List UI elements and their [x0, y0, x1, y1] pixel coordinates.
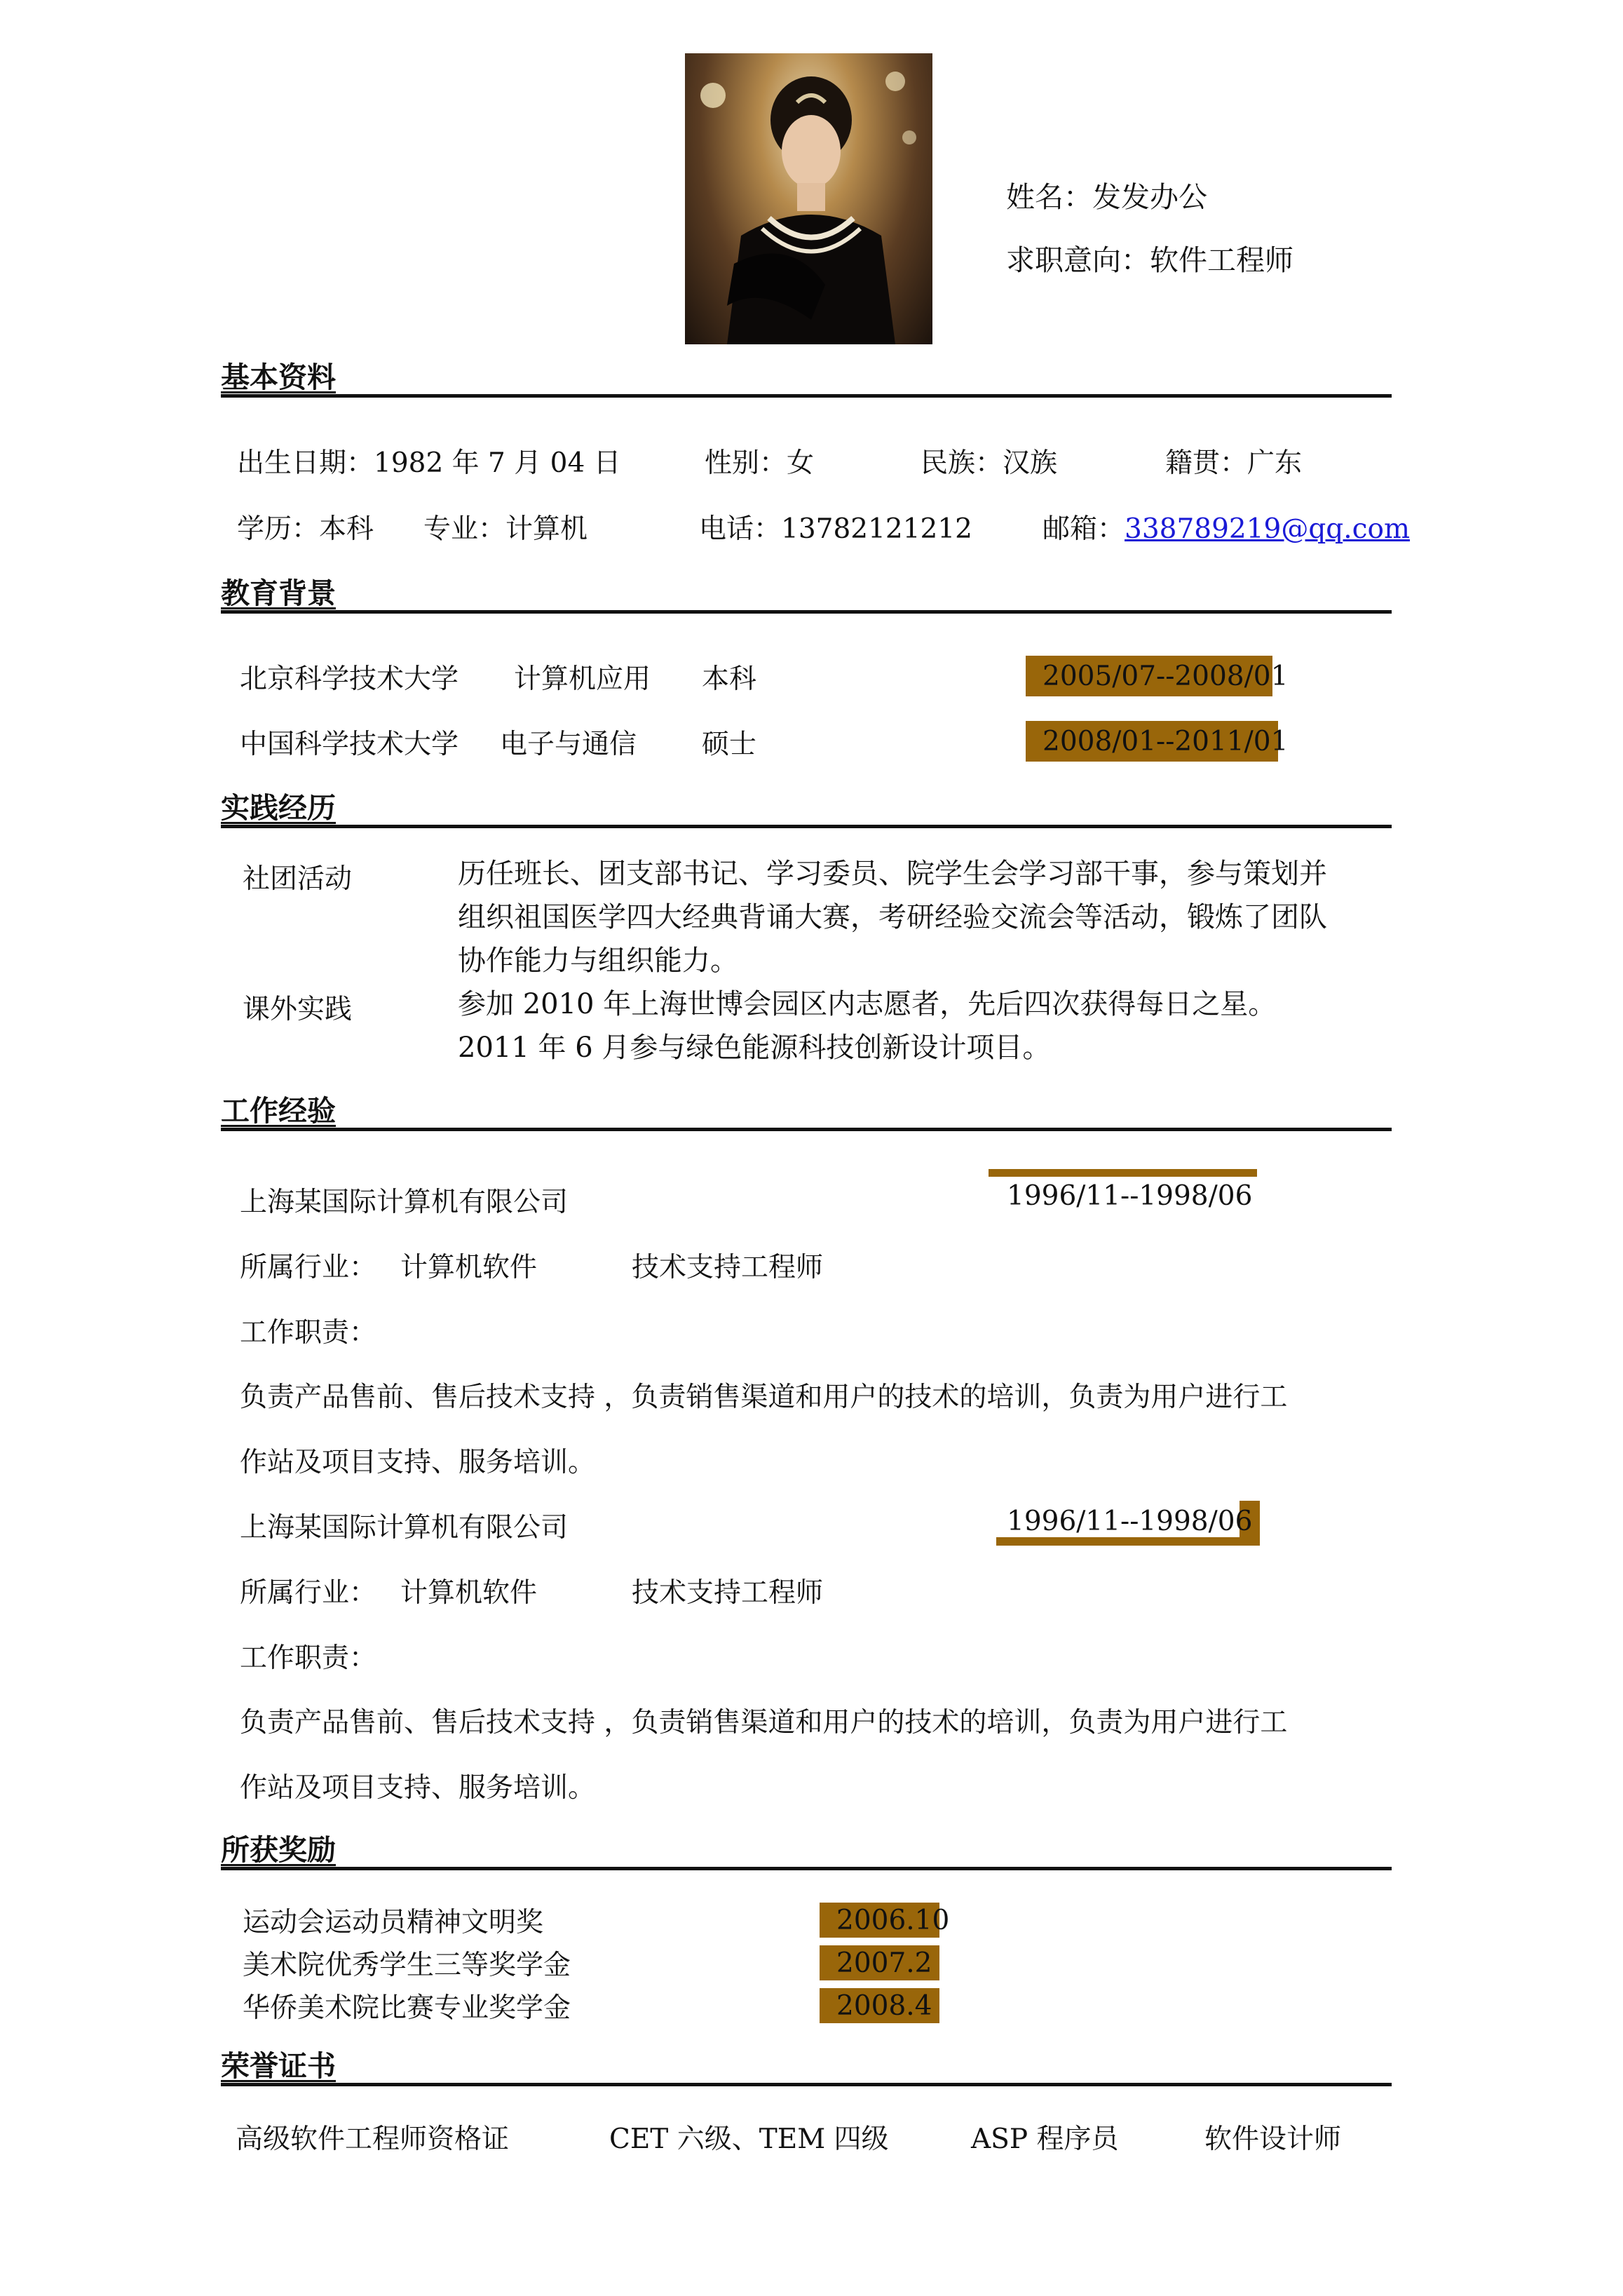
cert-item: ASP 程序员	[971, 2123, 1119, 2155]
major-text: 专业：计算机	[423, 513, 588, 545]
edu-major: 计算机应用	[514, 663, 651, 695]
award-date: 2006.10	[836, 1905, 950, 1936]
section-header-basic	[221, 358, 1392, 398]
work-position: 技术支持工程师	[632, 1252, 824, 1283]
email-row	[1043, 507, 1410, 546]
practice-label: 社团活动	[243, 863, 353, 895]
work-duty-line: 作站及项目支持、服务培训。	[240, 1447, 596, 1478]
birth-date-text: 出生日期：1982 年 7 月 04 日	[237, 447, 621, 479]
work-industry: 计算机软件	[400, 1252, 538, 1283]
phone-text: 电话：13782121212	[699, 513, 972, 545]
section-header-practice	[221, 788, 1392, 828]
practice-description	[458, 852, 1327, 982]
profile-photo	[685, 53, 932, 344]
work-period: 1996/11--1998/06	[1007, 1180, 1253, 1212]
job-objective-text: 求职意向：软件工程师	[1006, 243, 1293, 277]
practice-description	[458, 982, 1276, 1069]
name-text: 姓名：发发办公	[1006, 180, 1207, 214]
work-duty-line: 负责产品售前、售后技术支持 ，负责销售渠道和用户的技术的培训，负责为用户进行工	[240, 1382, 1288, 1413]
work-duty-label: 工作职责：	[240, 1317, 377, 1349]
origin-text: 籍贯：广东	[1165, 447, 1303, 479]
degree-text: 学历：本科	[237, 513, 374, 545]
practice-label: 课外实践	[243, 994, 353, 1025]
edu-period: 2005/07--2008/01	[1043, 661, 1289, 692]
section-header-work	[221, 1091, 1392, 1131]
practice-line: 历任班长、团支部书记、学习委员、院学生会学习部干事，参与策划并	[458, 858, 1327, 890]
practice-line: 2011 年 6 月参与绿色能源科技创新设计项目。	[458, 1032, 1051, 1064]
practice-line: 参加 2010 年上海世博会园区内志愿者，先后四次获得每日之星。	[458, 988, 1277, 1020]
section-header-awards	[221, 1830, 1392, 1870]
award-name: 美术院优秀学生三等奖学金	[243, 1950, 571, 1981]
work-industry-label: 所属行业：	[240, 1577, 377, 1609]
work-position: 技术支持工程师	[632, 1577, 824, 1609]
portrait-illustration	[685, 53, 932, 344]
work-industry: 计算机软件	[400, 1577, 538, 1609]
award-date: 2007.2	[836, 1947, 932, 1979]
section-title: 实践经历	[221, 791, 336, 825]
edu-school: 北京科学技术大学	[240, 663, 459, 695]
section-title: 基本资料	[221, 360, 336, 394]
edu-major: 电子与通信	[500, 729, 637, 760]
award-name: 运动会运动员精神文明奖	[243, 1907, 544, 1938]
section-title: 工作经验	[221, 1094, 336, 1128]
work-industry-label: 所属行业：	[240, 1252, 377, 1283]
section-title: 所获奖励	[221, 1833, 336, 1867]
email-link[interactable]: 338789219@qq.com	[1125, 513, 1410, 545]
practice-line: 组织祖国医学四大经典背诵大赛，考研经验交流会等活动，锻炼了团队	[458, 901, 1327, 933]
section-header-certs	[221, 2046, 1392, 2086]
section-title: 教育背景	[221, 576, 336, 610]
edu-school: 中国科学技术大学	[240, 729, 459, 760]
edu-period: 2008/01--2011/01	[1043, 726, 1289, 757]
edu-degree: 本科	[702, 663, 757, 695]
section-header-education	[221, 574, 1392, 614]
edu-degree: 硕士	[702, 729, 757, 760]
section-title: 荣誉证书	[221, 2049, 336, 2083]
email-label: 邮箱：	[1043, 513, 1125, 545]
work-period-highlight	[989, 1169, 1257, 1177]
award-name: 华侨美术院比赛专业奖学金	[243, 1992, 571, 2024]
ethnicity-text: 民族：汉族	[921, 447, 1058, 479]
gender-text: 性别：女	[705, 447, 815, 479]
work-duty-label: 工作职责：	[240, 1642, 377, 1674]
cert-item: 高级软件工程师资格证	[236, 2123, 510, 2155]
practice-line: 协作能力与组织能力。	[458, 945, 738, 977]
work-company: 上海某国际计算机有限公司	[240, 1512, 569, 1544]
work-company: 上海某国际计算机有限公司	[240, 1187, 569, 1218]
work-period: 1996/11--1998/06	[1007, 1506, 1253, 1537]
work-duty-line: 负责产品售前、售后技术支持 ，负责销售渠道和用户的技术的培训，负责为用户进行工	[240, 1707, 1288, 1738]
work-duty-line: 作站及项目支持、服务培训。	[240, 1772, 596, 1804]
cert-item: CET 六级、TEM 四级	[609, 2123, 889, 2155]
award-date: 2008.4	[836, 1990, 932, 2022]
cert-item: 软件设计师	[1204, 2123, 1342, 2155]
